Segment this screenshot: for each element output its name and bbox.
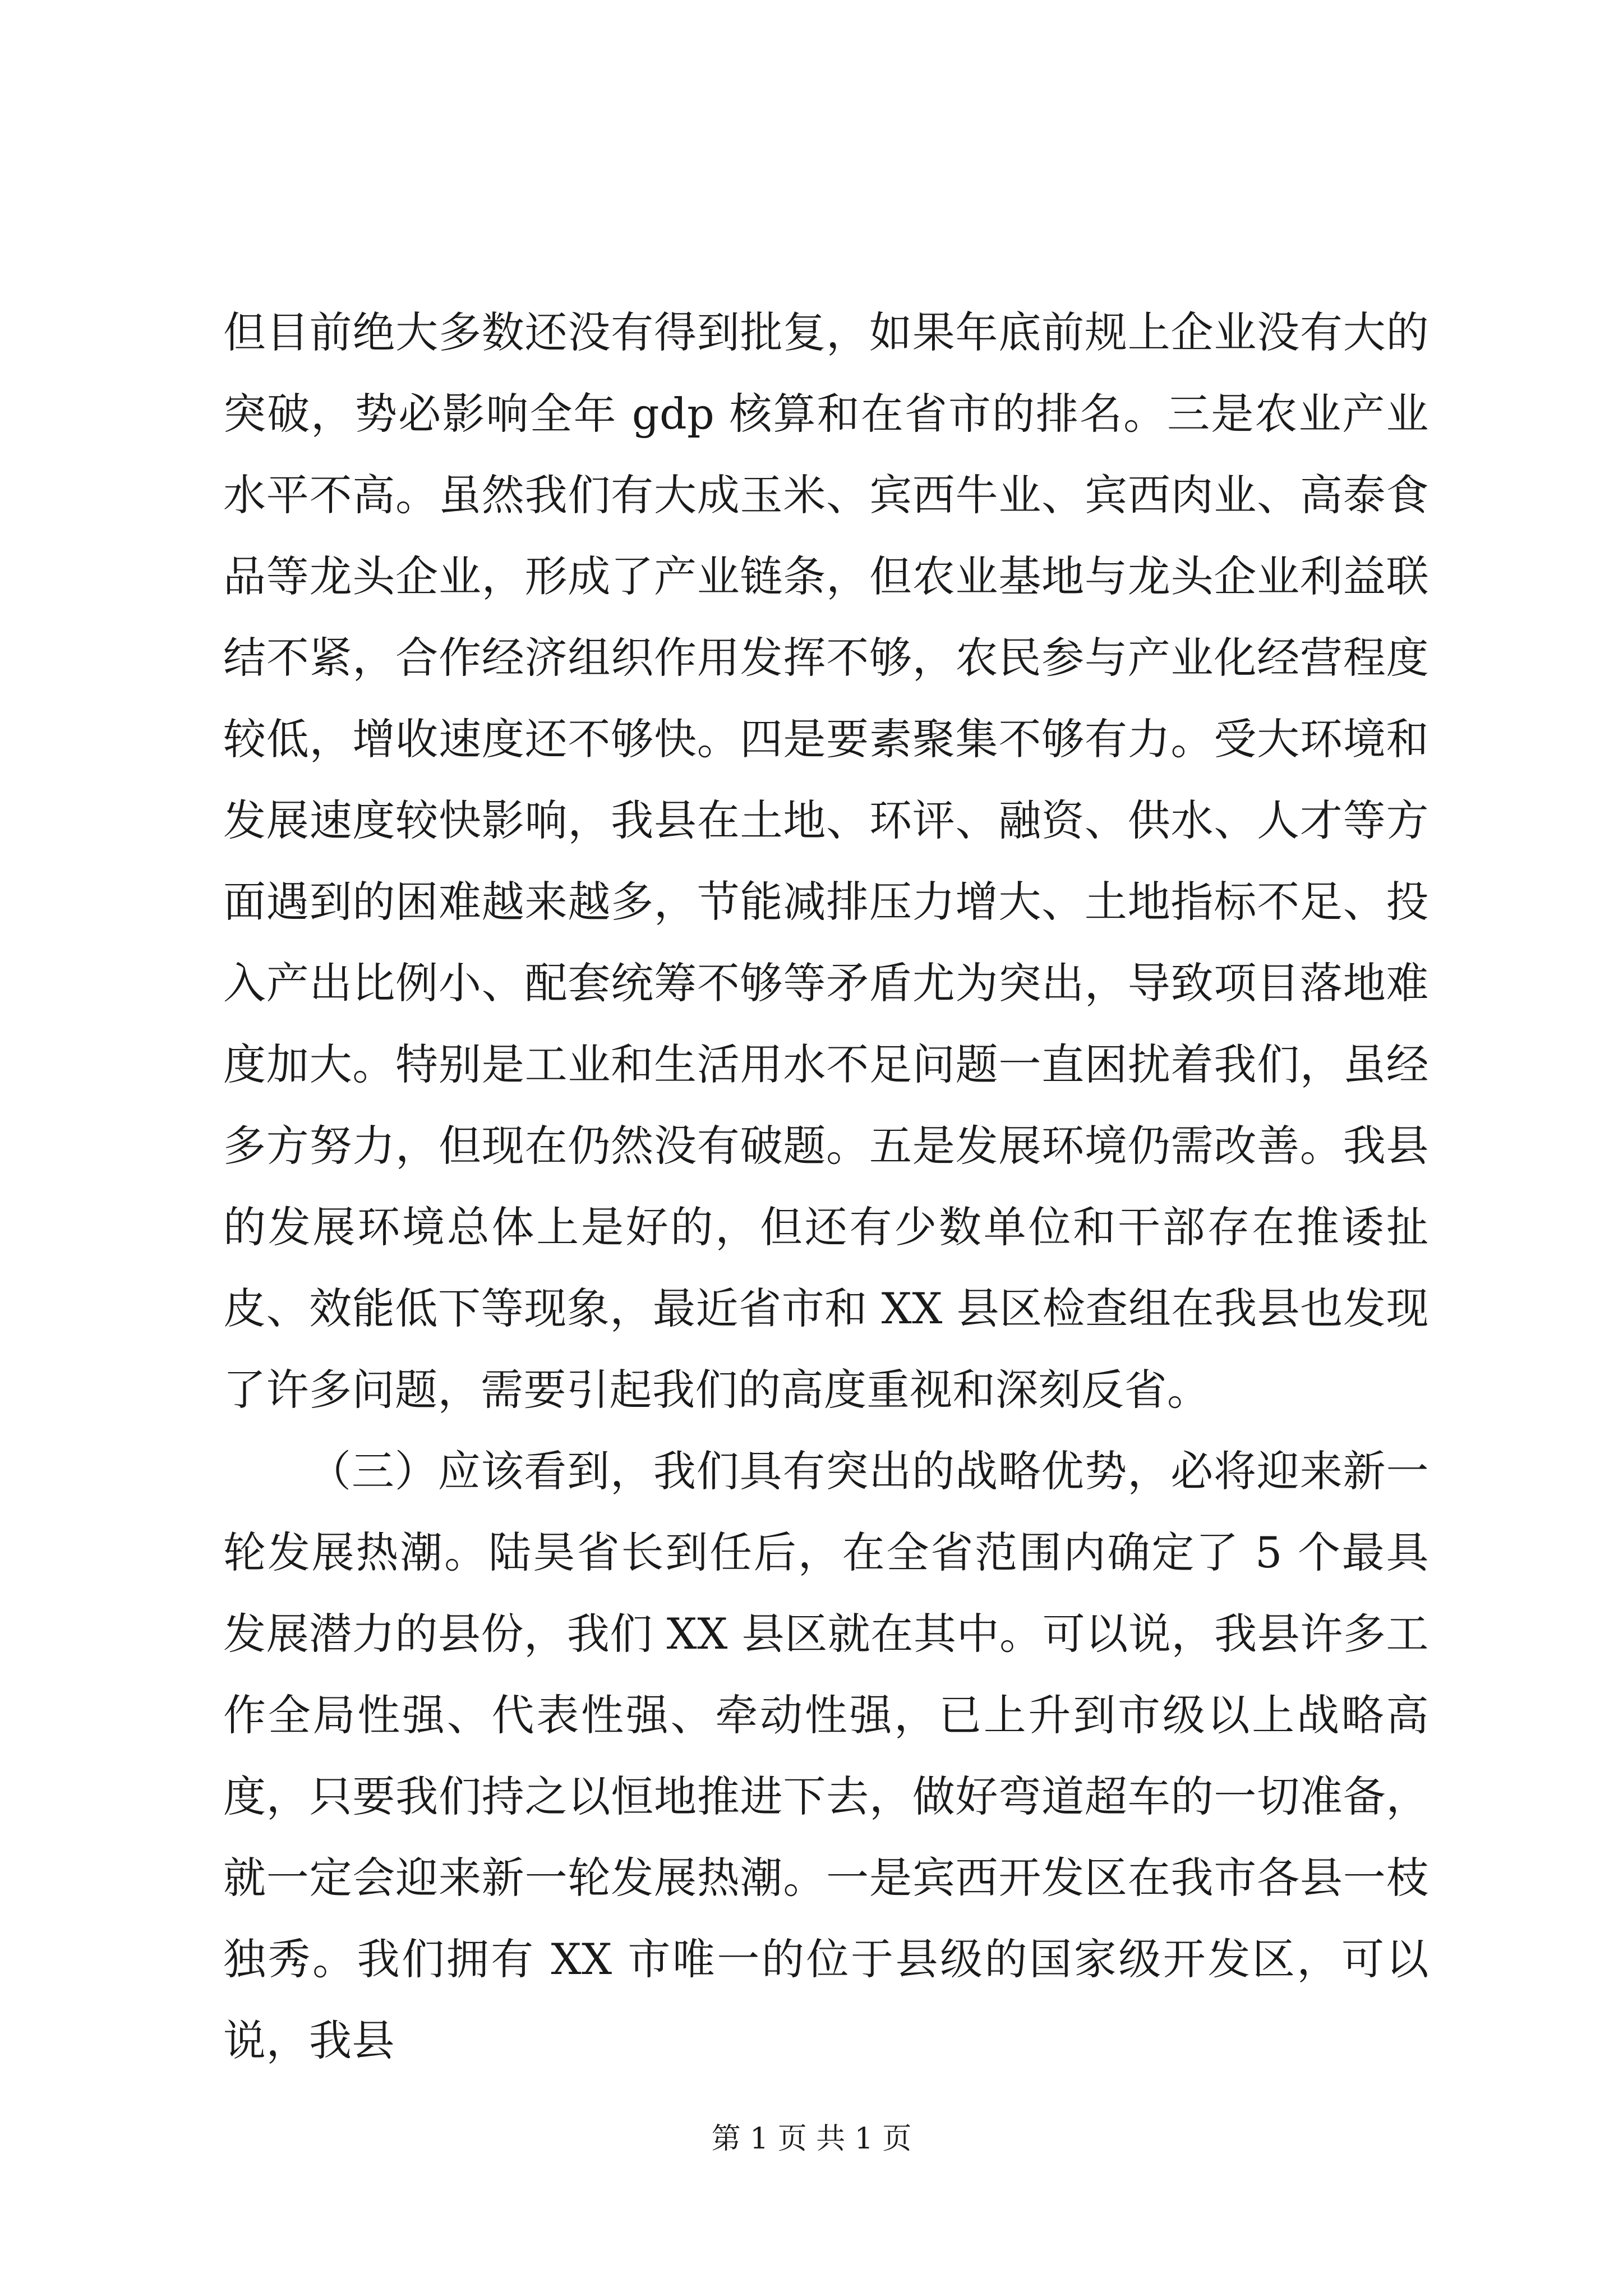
document-body xyxy=(223,292,1429,2081)
paragraph-2: （三）应该看到，我们具有突出的战略优势，必将迎来新一轮发展热潮。陆昊省长到任后，在全省范围内确定了 5 个最具发展潜力的县份，我们 XX 县区就在其中。可以说，我县许多工作全局性强、代表性强、牵动性强，已上升到市级以上战略高度，只要我们持之以恒地推进下去，做好弯道超车的一切准备，就一定会迎来新一轮发展热潮。一是宾西开发区在我市各县一枝独秀。我们拥有 XX 市唯一的位于县级的国家级开发区，可以说，我县 xyxy=(223,1446,1429,2065)
paragraph-1: 但目前绝大多数还没有得到批复，如果年底前规上企业没有大的突破，势必影响全年 gdp 核算和在省市的排名。三是农业产业水平不高。虽然我们有大成玉米、宾西牛业、宾西肉业、高泰食品等龙头企业，形成了产业链条，但农业基地与龙头企业利益联结不紧，合作经济组织作用发挥不够，农民参与产业化经营程度较低，增收速度还不够快。四是要素聚集不够有力。受大环境和发展速度较快影响，我县在土地、环评、融资、供水、人才等方面遇到的困难越来越多，节能减排压力增大、土地指标不足、投入产出比例小、配套统筹不够等矛盾尤为突出，导致项目落地难度加大。特别是工业和生活用水不足问题一直困扰着我们，虽经多方努力，但现在仍然没有破题。五是发展环境仍需改善。我县的发展环境总体上是好的，但还有少数单位和干部存在推诿扯皮、效能低下等现象，最近省市和 XX 县区检查组在我县也发现了许多问题，需要引起我们的高度重视和深刻反省。 xyxy=(223,307,1429,1415)
page-footer: 第 1 页 共 1 页 xyxy=(711,2122,912,2156)
